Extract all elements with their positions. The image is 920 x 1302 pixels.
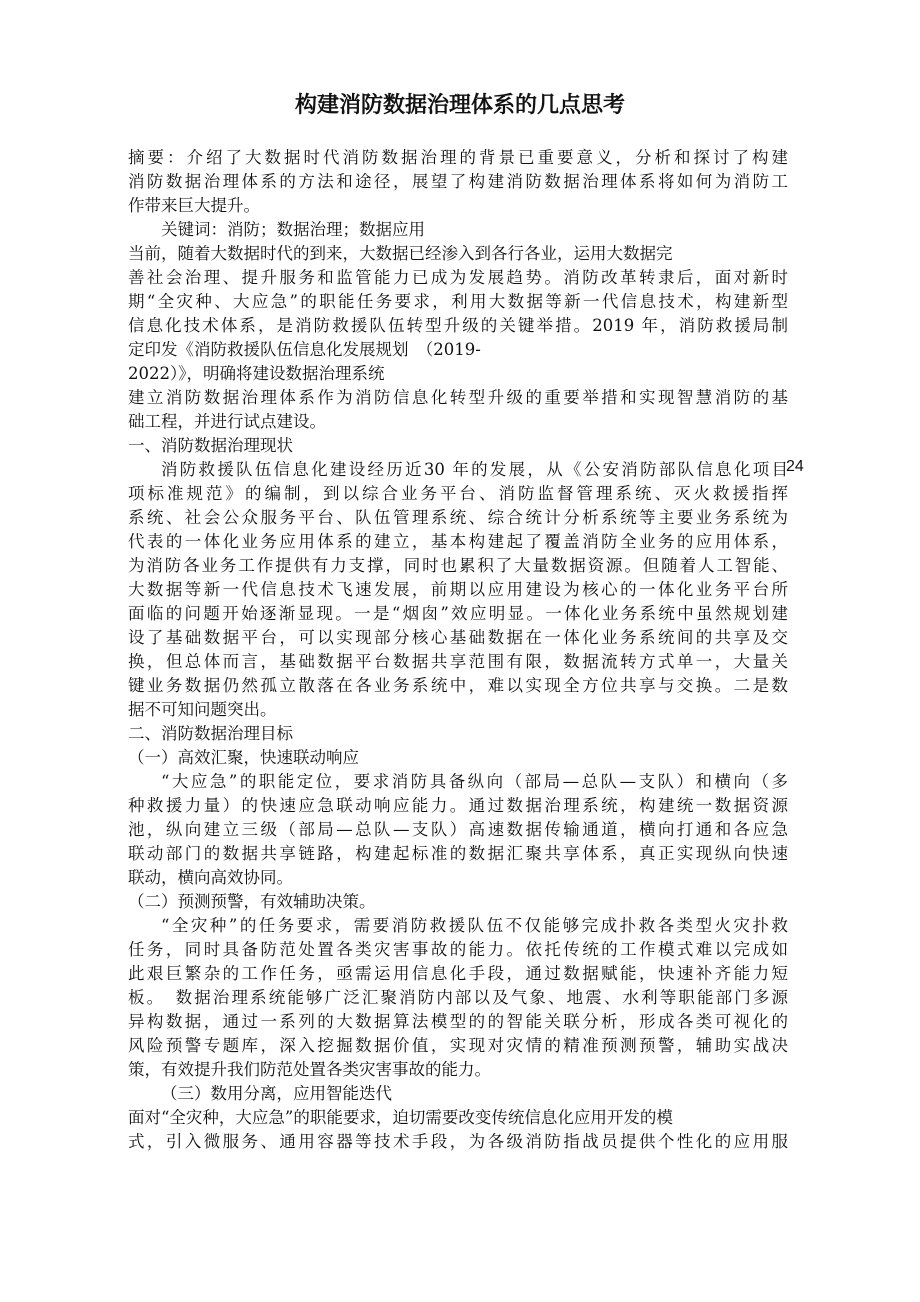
text-line: 策，有效提升我们防范处置各类灾害事故的能力。	[128, 1060, 491, 1079]
text-line: 善社会治理、提升服务和监管能力已成为发展趋势。消防改革转隶后，面对新时	[128, 268, 788, 287]
text-line: 为消防各业务工作提供有力支撑，同时也累积了大量数据资源。但随着人工智能、	[128, 556, 788, 575]
text-line: 一、消防数据治理现状	[128, 436, 293, 455]
text-line: 种救援力量）的快速应急联动响应能力。通过数据治理系统，构建统一数据资源	[128, 796, 788, 815]
text-line: 异构数据，通过一系列的大数据算法模型的的智能关联分析，形成各类可视化的	[128, 1012, 788, 1031]
text-line: 础工程，并进行试点建设。	[128, 412, 326, 431]
text-line: 式，引入微服务、通用容器等技术手段，为各级消防指战员提供个性化的应用服	[128, 1132, 788, 1151]
text-line: 信息化技术体系，是消防救援队伍转型升级的关键举措。2019 年，消防救援局制	[128, 316, 788, 335]
text-line: 2022）》，明确将建设数据治理系统	[128, 364, 385, 383]
text-line: 定印发《消防救援队伍信息化发展规划 （2019-	[128, 340, 481, 359]
text-line: 任务，同时具备防范处置各类灾害事故的能力。依托传统的工作模式难以完成如	[128, 940, 788, 959]
text-line: 项标准规范》的编制，到以综合业务平台、消防监督管理系统、灭火救援指挥	[128, 484, 788, 503]
text-line: 当前，随着大数据时代的到来，大数据已经渗入到各行各业，运用大数据完	[128, 244, 673, 263]
text-line: （一）高效汇聚，快速联动响应	[128, 748, 359, 767]
text-line: 大数据等新一代信息技术飞速发展，前期以应用建设为核心的一体化业务平台所	[128, 580, 788, 599]
text-line: 联动部门的数据共享链路，构建起标准的数据汇聚共享体系，真正实现纵向快速	[128, 844, 788, 863]
text-line: 风险预警专题库，深入挖掘数据价值，实现对灾情的精准预测预警，辅助实战决	[128, 1036, 788, 1055]
page-number: 24	[786, 458, 804, 475]
text-line: 消防救援队伍信息化建设经历近30 年的发展，从《公安消防部队信息化项目	[161, 460, 788, 479]
text-line: 二、消防数据治理目标	[128, 724, 293, 743]
text-line: 代表的一体化业务应用体系的建立，基本构建起了覆盖消防全业务的应用体系，	[128, 532, 788, 551]
text-line: 作带来巨大提升。	[128, 196, 260, 215]
text-line: 池，纵向建立三级（部局—总队—支队）高速数据传输通道，横向打通和各应急	[128, 820, 788, 839]
document-title: 构建消防数据治理体系的几点思考	[294, 93, 625, 118]
text-line: 设了基础数据平台，可以实现部分核心基础数据在一体化业务系统间的共享及交	[128, 628, 788, 647]
text-line: 建立消防数据治理体系作为消防信息化转型升级的重要举措和实现智慧消防的基	[128, 388, 788, 407]
text-line: （二）预测预警，有效辅助决策。	[128, 892, 376, 911]
text-line: 期“全灾种、大应急”的职能任务要求，利用大数据等新一代信息技术，构建新型	[128, 292, 788, 311]
text-line: 键业务数据仍然孤立散落在各业务系统中，难以实现全方位共享与交换。二是数	[128, 676, 788, 695]
text-line: （三）数用分离，应用智能迭代	[161, 1084, 392, 1103]
text-line: “全灾种”的任务要求，需要消防救援队伍不仅能够完成扑救各类型火灾扑救	[161, 916, 788, 935]
text-line: “大应急”的职能定位，要求消防具备纵向（部局—总队—支队）和横向（多	[161, 772, 788, 791]
document-body	[128, 146, 788, 1154]
text-line: 此艰巨繁杂的工作任务，亟需运用信息化手段，通过数据赋能，快速补齐能力短	[128, 964, 788, 983]
text-line: 面对“全灾种，大应急”的职能要求，迫切需要改变传统信息化应用开发的模	[128, 1108, 673, 1127]
text-line: 系统、社会公众服务平台、队伍管理系统、综合统计分析系统等主要业务系统为	[128, 508, 788, 527]
text-line: 摘要：介绍了大数据时代消防数据治理的背景已重要意义，分析和探讨了构建	[128, 148, 788, 167]
text-line: 联动，横向高效协同。	[128, 868, 293, 887]
text-line: 板。 数据治理系统能够广泛汇聚消防内部以及气象、地震、水利等职能部门多源	[128, 988, 788, 1007]
text-line: 换，但总体而言，基础数据平台数据共享范围有限，数据流转方式单一，大量关	[128, 652, 788, 671]
text-line: 面临的问题开始逐渐显现。一是“烟囱”效应明显。一体化业务系统中虽然规划建	[128, 604, 788, 623]
text-line: 消防数据治理体系的方法和途径，展望了构建消防数据治理体系将如何为消防工	[128, 172, 788, 191]
text-line: 关键词：消防；数据治理；数据应用	[161, 220, 425, 239]
text-line: 据不可知问题突出。	[128, 700, 277, 719]
